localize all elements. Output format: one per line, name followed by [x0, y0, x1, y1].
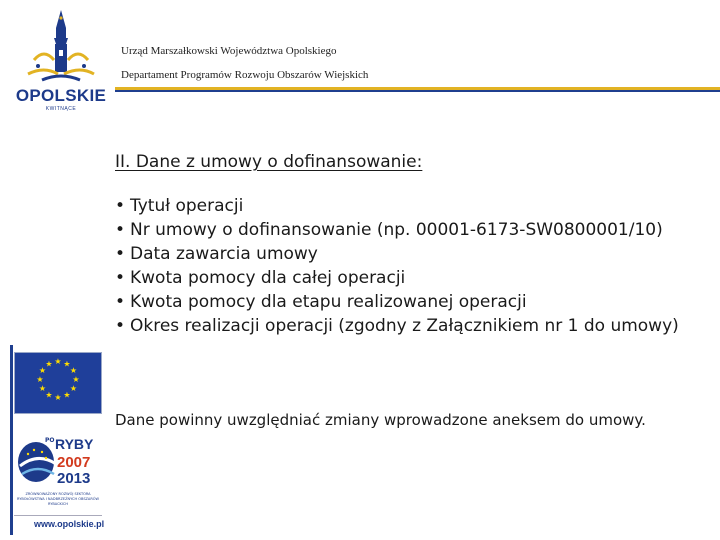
bullet-item: • Data zawarcia umowy [115, 242, 705, 266]
bullet-item: • Kwota pomocy dla etapu realizowanej operacji [115, 290, 705, 314]
opolskie-logo [14, 8, 108, 113]
tower-icon [14, 8, 108, 88]
svg-text:★: ★ [38, 366, 47, 375]
svg-text:★: ★ [69, 366, 78, 375]
header-department-name: Departament Programów Rozwoju Obszarów Wiejskich [121, 69, 369, 81]
svg-text:★: ★ [69, 384, 78, 393]
bullet-item: • Tytuł operacji [115, 194, 705, 218]
header-divider-blue [115, 90, 720, 92]
svg-text:★: ★ [36, 375, 44, 384]
header-office-name: Urząd Marszałkowski Województwa Opolskiego [121, 45, 337, 57]
ryby-caption: ZRÓWNOWAŻONY ROZWÓJ SEKTORA RYBOŁÓWSTWA I NADBRZEŻNYCH OBSZARÓW RYBACKICH [17, 492, 99, 506]
bullet-item: • Nr umowy o dofinansowanie (np. 00001-6173-SW0800001/10) [115, 218, 705, 242]
svg-text:★: ★ [38, 384, 47, 393]
svg-text:★: ★ [45, 359, 53, 369]
section-title: II. Dane z umowy o dofinansowanie: [115, 152, 423, 172]
logo-tagline: KWITNĄCE [45, 106, 77, 112]
svg-text:★: ★ [72, 375, 80, 384]
website-link[interactable]: www.opolskie.pl [34, 519, 105, 529]
svg-text:★: ★ [63, 390, 71, 400]
footer-divider [14, 515, 102, 516]
ryby-year-start: 2007 [57, 454, 91, 471]
left-accent-stripe [10, 345, 13, 535]
svg-text:★: ★ [54, 393, 62, 402]
note-text: Dane powinny uwzględniać zmiany wprowadzone aneksem do umowy. [115, 411, 646, 429]
svg-text:★: ★ [63, 359, 71, 369]
svg-text:★: ★ [54, 357, 62, 366]
ryby-name: RYBY [55, 436, 94, 452]
ryby-prefix: PO [45, 437, 55, 444]
ryby-year-end: 2013 [57, 470, 91, 487]
logo-wordmark: OPOLSKIE [15, 86, 107, 105]
bullet-item: • Okres realizacji operacji (zgodny z Załącznikiem nr 1 do umowy) [115, 314, 705, 338]
eu-flag-frame [14, 352, 102, 414]
bullet-list [115, 194, 705, 338]
svg-text:★: ★ [45, 390, 53, 400]
bullet-item: • Kwota pomocy dla całej operacji [115, 266, 705, 290]
